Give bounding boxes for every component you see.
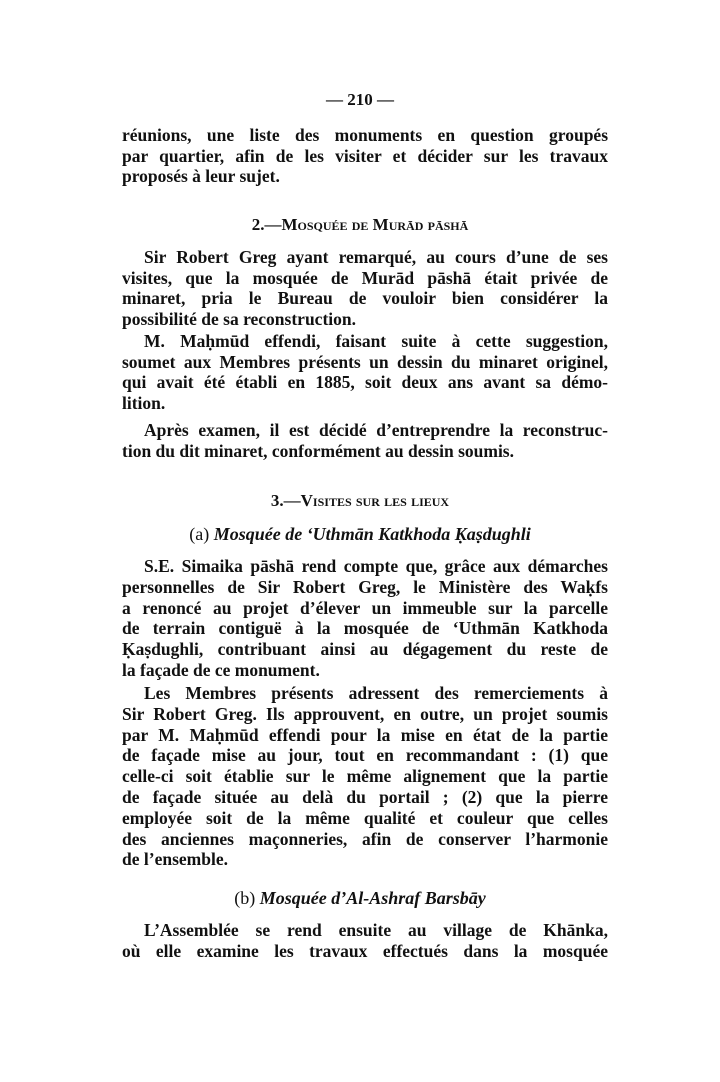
text-line: celle-ci soit établie sur le même alignement que la partie	[122, 766, 608, 787]
text-line: Après examen, il est décidé d’entreprendre la reconstruc-	[144, 420, 608, 440]
text-line: M. Maḥmūd effendi, faisant suite à cette suggestion,	[144, 331, 608, 351]
text-line: des anciennes maçonneries, afin de conserver l’harmonie	[122, 828, 608, 849]
text-line: employée soit de la même qualité et couleur que celles	[122, 807, 608, 828]
text-line: lition.	[122, 393, 166, 414]
text-line: Sir Robert Greg. Ils approuvent, en outre, un projet soumis	[122, 703, 608, 724]
text-line: de façade située au delà du portail ; (2) que la pierre	[122, 787, 608, 807]
text-line: minaret, pria le Bureau de vouloir bien considérer la	[122, 288, 608, 309]
text-line: Sir Robert Greg ayant remarqué, au cours d’une de ses	[144, 247, 608, 267]
subheading-b-title: Mosquée d’Al-Ashraf Barsbāy	[259, 888, 486, 908]
text-line: de terrain contiguë à la mosquée de ‘Uthmān Katkhoda	[122, 618, 608, 639]
subheading-a	[0, 524, 720, 544]
text-line: a renoncé au projet d’élever un immeuble sur la parcelle	[122, 597, 608, 618]
text-line: réunions, une liste des monuments en question groupés	[122, 125, 608, 145]
text-line: proposés à leur sujet.	[122, 166, 280, 186]
text-line: par M. Maḥmūd effendi pour la mise en état de la partie	[122, 724, 608, 745]
text-line: soumet aux Membres présents un dessin du minaret originel,	[122, 351, 608, 372]
section-heading-2: 2.—Mosquée de Murād pāshā	[251, 215, 469, 234]
subheading-b-prefix: (b)	[234, 888, 256, 908]
text-line: qui avait été établi en 1885, soit deux ans avant sa démo-	[122, 372, 608, 393]
text-line: de l’ensemble.	[122, 849, 228, 870]
text-line: où elle examine les travaux effectués dans la mosquée	[122, 941, 608, 961]
text-line: personnelles de Sir Robert Greg, le Ministère des Waḳfs	[122, 576, 608, 597]
text-line: par quartier, afin de les visiter et décider sur les travaux	[122, 145, 608, 166]
text-line: S.E. Simaika pāshā rend compte que, grâce aux démarches	[144, 556, 608, 576]
text-line: la façade de ce monument.	[122, 660, 320, 680]
text-line: de façade mise au jour, tout en recommandant : (1) que	[122, 745, 608, 766]
text-line: tion du dit minaret, conformément au dessin soumis.	[122, 441, 514, 461]
text-line: visites, que la mosquée de Murād pāshā était privée de	[122, 267, 608, 288]
subheading-b	[0, 888, 720, 908]
text-line: possibilité de sa reconstruction.	[122, 309, 356, 330]
text-line: Ḳaṣdughli, contribuant ainsi au dégagement du reste de	[122, 639, 608, 660]
page-number: — 210 —	[326, 90, 394, 109]
section-heading-3: 3.—Visites sur les lieux	[270, 491, 450, 510]
subheading-a-prefix: (a)	[189, 524, 210, 544]
text-line: Les Membres présents adressent des remerciements à	[144, 683, 608, 703]
subheading-a-title: Mosquée de ‘Uthmān Katkhoda Ḳaṣdughli	[213, 524, 531, 544]
text-line: L’Assemblée se rend ensuite au village de Khānka,	[144, 920, 608, 940]
